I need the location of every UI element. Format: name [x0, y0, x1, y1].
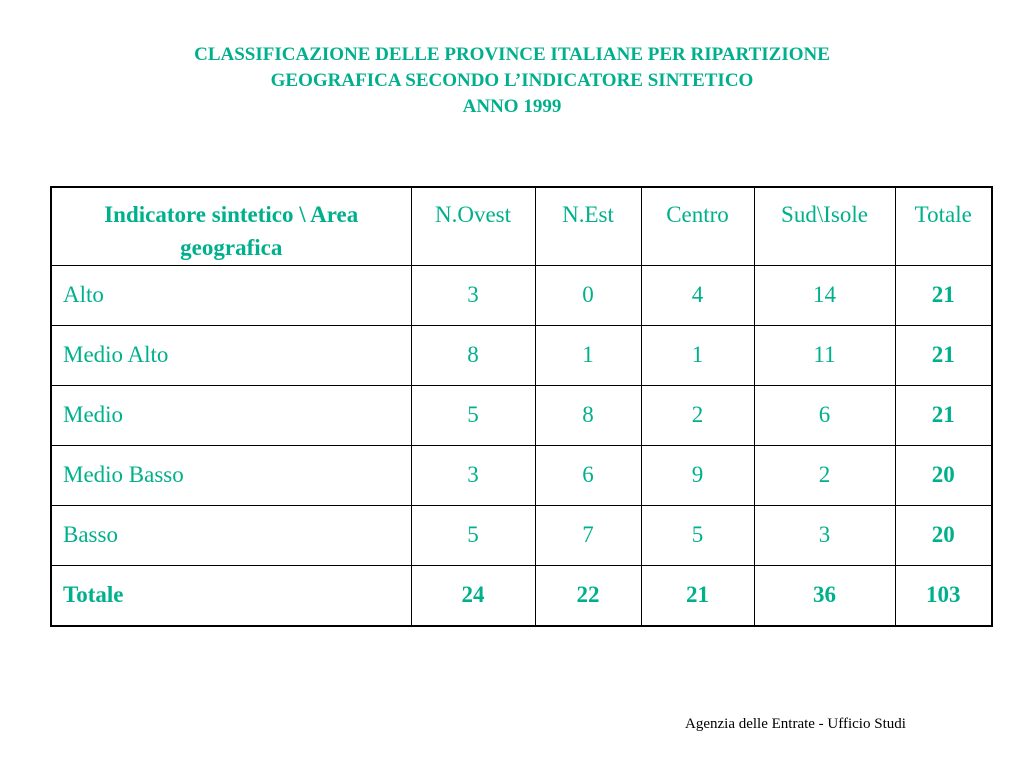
classification-table: [50, 186, 993, 627]
cell-n-est: 7: [535, 505, 641, 565]
cell-n-ovest: 3: [411, 445, 535, 505]
cell-n-est: 8: [535, 385, 641, 445]
row-label: Basso: [51, 505, 411, 565]
table-header-row: [51, 187, 992, 265]
cell-sud-isole: 14: [754, 265, 895, 325]
title-line-1: CLASSIFICAZIONE DELLE PROVINCE ITALIANE PER RIPARTIZIONE: [194, 44, 830, 65]
header-n-ovest: N.Ovest: [411, 187, 535, 265]
cell-centro: 9: [641, 445, 754, 505]
table-row: [51, 265, 992, 325]
cell-sud-isole: 11: [754, 325, 895, 385]
row-label: Medio: [51, 385, 411, 445]
header-centro: Centro: [641, 187, 754, 265]
cell-centro: 1: [641, 325, 754, 385]
cell-totale: 21: [895, 325, 992, 385]
cell-n-ovest: 3: [411, 265, 535, 325]
row-label: Medio Alto: [51, 325, 411, 385]
table-row: [51, 325, 992, 385]
cell-totale: 20: [895, 445, 992, 505]
cell-centro: 4: [641, 265, 754, 325]
cell-n-ovest: 5: [411, 505, 535, 565]
total-totale: 103: [895, 565, 992, 626]
header-sud-isole: Sud\Isole: [754, 187, 895, 265]
title-line-3: ANNO 1999: [462, 96, 562, 117]
row-label: Alto: [51, 265, 411, 325]
header-totale: Totale: [895, 187, 992, 265]
row-label: Medio Basso: [51, 445, 411, 505]
title-line-2: GEOGRAFICA SECONDO L’INDICATORE SINTETICO: [270, 70, 754, 91]
header-n-est: N.Est: [535, 187, 641, 265]
cell-n-est: 1: [535, 325, 641, 385]
table-total-row: [51, 565, 992, 626]
table-row: [51, 505, 992, 565]
footer-credit: Agenzia delle Entrate - Ufficio Studi: [685, 716, 906, 732]
header-indicator: Indicatore sintetico \ Area geografica: [51, 187, 411, 265]
cell-sud-isole: 6: [754, 385, 895, 445]
cell-sud-isole: 3: [754, 505, 895, 565]
cell-n-ovest: 8: [411, 325, 535, 385]
cell-n-est: 0: [535, 265, 641, 325]
cell-n-est: 6: [535, 445, 641, 505]
total-sud-isole: 36: [754, 565, 895, 626]
total-centro: 21: [641, 565, 754, 626]
total-label: Totale: [51, 565, 411, 626]
cell-centro: 5: [641, 505, 754, 565]
total-n-est: 22: [535, 565, 641, 626]
table-row: [51, 385, 992, 445]
cell-n-ovest: 5: [411, 385, 535, 445]
cell-sud-isole: 2: [754, 445, 895, 505]
cell-totale: 21: [895, 385, 992, 445]
cell-totale: 20: [895, 505, 992, 565]
cell-totale: 21: [895, 265, 992, 325]
table-row: [51, 445, 992, 505]
cell-centro: 2: [641, 385, 754, 445]
page-title: [0, 42, 1024, 120]
total-n-ovest: 24: [411, 565, 535, 626]
